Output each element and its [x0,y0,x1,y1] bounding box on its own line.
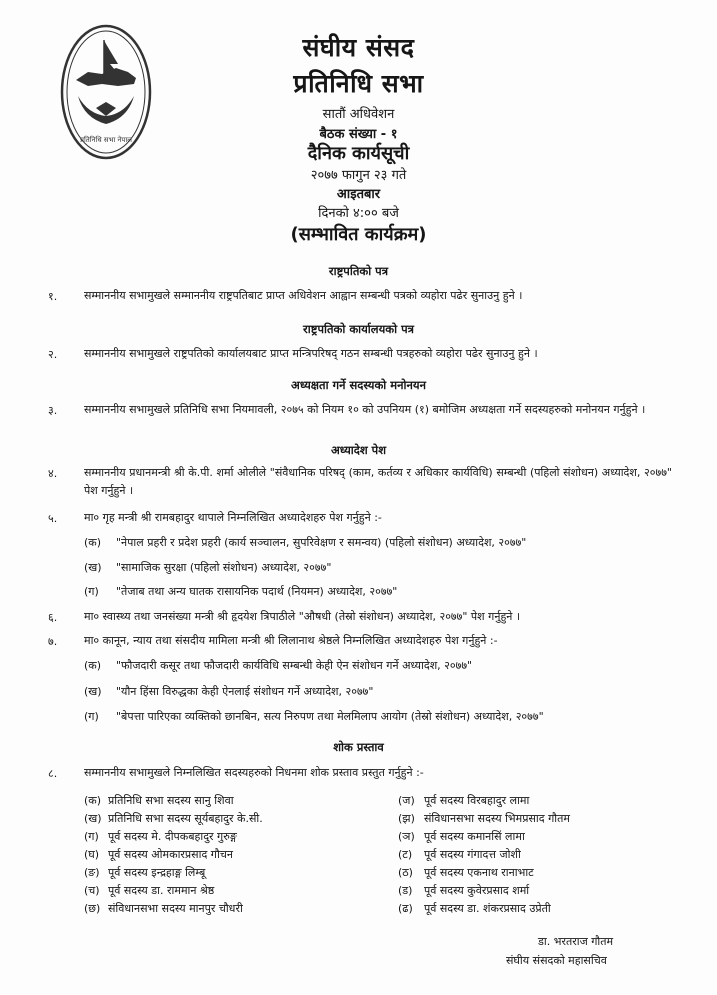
condolence-name: संविधानसभा सदस्य मानपुर चौधरी [108,902,243,915]
condolence-label: (च) [84,884,100,897]
condolence-name: पूर्व सदस्य गंगादत्त जोशी [424,848,521,861]
item-text: सम्माननीय सभामुखले निम्नलिखित सदस्यहरुको निधनमा शोक प्रस्ताव प्रस्तुत गर्नुहुने :- [84,766,424,779]
item-text: सम्माननीय सभामुखले सम्माननीय राष्ट्रपतिबाट प्राप्त अधिवेशन आह्वान सम्बन्धी पत्रको व्यहोरा पढेर सुनाउनु हुने । [84,289,523,302]
sub-item-text: "तेजाब तथा अन्य घातक रासायनिक पदार्थ (नियमन) अध्यादेश, २०७७" [116,585,398,598]
sub-label: (क) [84,659,102,672]
condolence-name: प्रतिनिधि सभा सदस्य सूर्यबहादुर के.सी. [108,812,263,825]
condolence-name: पूर्व सदस्य ओमकारप्रसाद गौचन [108,848,233,861]
section-heading-president-letter: राष्ट्रपतिको पत्र [328,264,389,278]
tentative-program-label: (सम्भावित कार्यक्रम) [290,224,427,245]
item-number: २. [48,348,58,361]
item-number: ५. [48,512,58,525]
item-number: ६. [48,611,58,624]
sub-label: (ख) [84,561,102,574]
item-number: १. [48,290,58,303]
sub-label: (ख) [84,685,102,698]
condolence-name: पूर्व सदस्य मे. दीपकबहादुर गुरुङ्ग [108,830,237,843]
condolence-label: (घ) [84,848,100,861]
condolence-name: संविधानसभा सदस्य भिमप्रसाद गौतम [424,812,570,825]
condolence-name: पूर्व सदस्य इन्द्रहाङ्ग लिम्बू [108,866,206,879]
item-text: सम्माननीय सभामुखले प्रतिनिधि सभा नियमावली, २०७५ को नियम १० को उपनियम (१) बमोजिम अध्यक्षता गर्ने सदस्यहरुको मनोनयन गर्नुहुने । [84,403,646,416]
item-text: सम्माननीय प्रधानमन्त्री श्री के.पी. शर्मा ओलीले "संवैधानिक परिषद् (काम, कर्तव्य र अधिकार कार्यविधि) सम्बन्धी (पहिलो संशोधन) अध्यादेश, २०७७" पेश गर्नुहुने । [84,466,672,497]
item-text: मा० गृह मन्त्री श्री रामबहादुर थापाले निम्नलिखित अध्यादेशहरु पेश गर्नुहुने :- [84,511,382,524]
condolence-name: पूर्व सदस्य कमानसिं लामा [424,830,525,843]
condolence-label: (क) [84,794,102,807]
condolence-label: (ठ) [398,866,413,879]
condolence-label: (झ) [398,812,415,825]
title-federal-parliament: संघीय संसद [302,33,415,62]
condolence-name: प्रतिनिधि सभा सदस्य सानु शिवा [108,794,234,807]
item-number: ८. [48,767,58,780]
item-text: सम्माननीय सभामुखले राष्ट्रपतिको कार्यालयबाट प्राप्त मन्त्रिपरिषद् गठन सम्बन्धी पत्रहरुको व्यहोरा पढेर सुनाउनु हुने । [84,347,538,360]
item-number: ३. [48,404,58,417]
emblem-text: प्रतिनिधि सभा नेपाल [80,136,132,144]
sub-item-text: "यौन हिंसा विरुद्धका केही ऐनलाई संशोधन गर्ने अध्यादेश, २०७७" [116,685,374,698]
condolence-name: पूर्व सदस्य डा. राममान श्रेष्ठ [108,884,215,897]
section-heading-condolence: शोक प्रस्ताव [333,740,384,754]
sub-item-text: "नेपाल प्रहरी र प्रदेश प्रहरी (कार्य सञ्चालन, सुपरिवेक्षण र समन्वय) (पहिलो संशोधन) अध्यादेश, २०७७" [116,536,527,549]
condolence-label: (ड) [398,884,413,897]
sub-item-text: "फौजदारी कसूर तथा फौजदारी कार्यविधि सम्बन्धी केही ऐन संशोधन गर्ने अध्यादेश, २०७७" [116,659,473,672]
condolence-label: (ञ) [398,830,415,843]
condolence-name: पूर्व सदस्य डा. शंकरप्रसाद उप्रेती [424,902,551,915]
condolence-name: पूर्व सदस्य कुवेरप्रसाद शर्मा [424,884,530,897]
condolence-label: (ज) [398,794,415,807]
day-label: आइतबार [336,187,381,202]
condolence-label: (ढ) [398,902,413,915]
condolence-name: पूर्व सदस्य विरबहादुर लामा [424,794,530,807]
item-text: मा० स्वास्थ्य तथा जनसंख्या मन्त्री श्री हृदयेश त्रिपाठीले "औषधी (तेस्रो संशोधन) अध्यादेश, २०७७" पेश गर्नुहुने । [84,610,521,623]
item-number: ७. [48,635,58,648]
sub-label: (क) [84,536,102,549]
section-heading-ordinance: अध्यादेश पेश [330,443,387,457]
condolence-label: (ङ) [84,866,100,879]
session-label: सातौं अधिवेशन [322,107,395,122]
sub-item-text: "बेपत्ता पारिएका व्यक्तिको छानबिन, सत्य निरुपण तथा मेलमिलाप आयोग (तेस्रो संशोधन) अध्यादेश, २०७७" [116,710,544,723]
section-heading-chair-nomination: अध्यक्षता गर्ने सदस्यको मनोनयन [291,378,426,392]
section-heading-president-office-letter: राष्ट्रपतिको कार्यालयको पत्र [303,322,414,336]
condolence-label: (ग) [84,830,99,843]
sub-label: (ग) [84,585,99,598]
item-number: ४. [48,467,58,480]
date-label: २०७७ फागुन २३ गते [310,168,407,183]
meeting-number: बैठक संख्या - १ [319,127,398,142]
agenda-title: दैनिक कार्यसूची [307,143,410,164]
condolence-name: पूर्व सदस्य एकनाथ रानाभाट [424,866,534,879]
title-house-of-representatives: प्रतिनिधि सभा [293,69,424,98]
condolence-label: (छ) [84,902,101,915]
sub-label: (ग) [84,710,99,723]
sub-item-text: "सामाजिक सुरक्षा (पहिलो संशोधन) अध्यादेश, २०७७" [116,561,332,574]
time-label: दिनको ४:०० बजे [318,206,399,221]
condolence-label: (ट) [398,848,413,861]
condolence-label: (ख) [84,812,102,825]
item-text: मा० कानून, न्याय तथा संसदीय मामिला मन्त्री श्री लिलानाथ श्रेष्ठले निम्नलिखित अध्यादेशहरु पेश गर्नुहुने :- [84,634,498,647]
signature-title: संघीय संसदको महासचिव [506,954,607,967]
signature-name: डा. भरतराज गौतम [538,935,614,948]
